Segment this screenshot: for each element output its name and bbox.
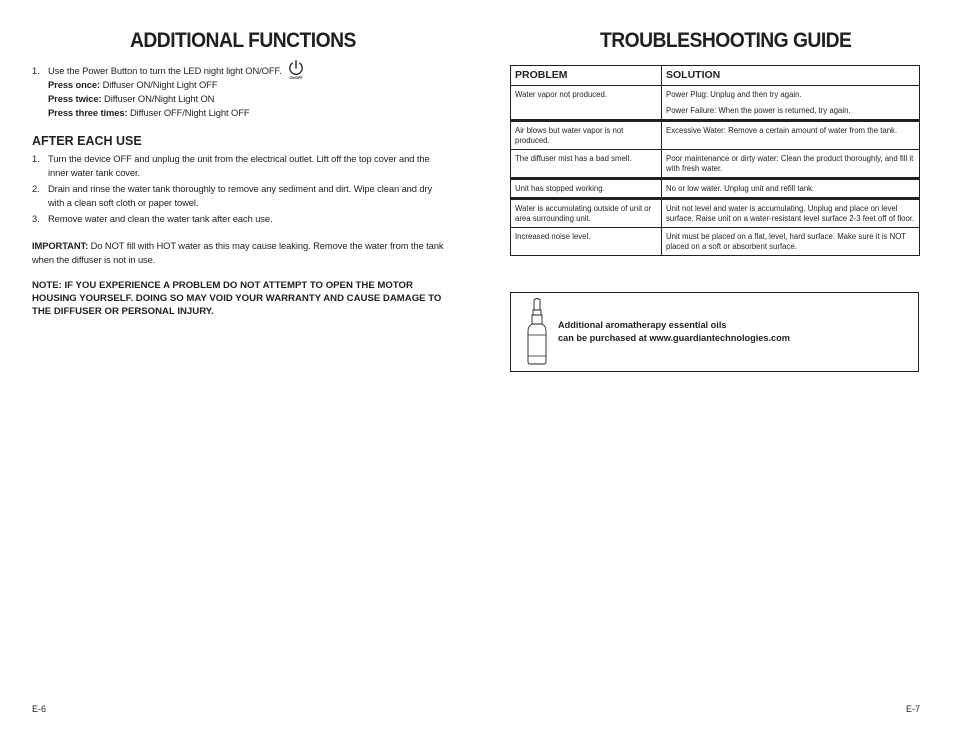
table-row (511, 150, 920, 179)
solution-text: Unit not level and water is accumulating. Unplug and place on level surface. Raise unit on a water-resistant level surface 2-3 feet off of floor. (666, 204, 915, 223)
problem-cell: Unit has stopped working. (511, 179, 662, 199)
solution-cell (662, 121, 920, 150)
power-icon (286, 59, 306, 81)
functions-section (32, 64, 332, 120)
dropper-bottle-icon (526, 298, 548, 371)
important-notice (32, 239, 444, 267)
solution-text: Power Failure: When the power is returned, try again. (666, 106, 851, 115)
solution-cell (662, 179, 920, 199)
press-text: Diffuser ON/Night Light ON (101, 93, 215, 104)
column-header-problem: PROBLEM (511, 66, 662, 86)
table-row (511, 86, 920, 121)
list-number: 1. (32, 65, 40, 76)
troubleshooting-table (510, 65, 920, 256)
important-label: IMPORTANT: (32, 240, 89, 251)
solution-cell (662, 228, 920, 256)
table-header-row (511, 66, 920, 86)
press-text: Diffuser ON/Night Light OFF (100, 79, 218, 90)
solution-text: Excessive Water: Remove a certain amount of water from the tank. (666, 126, 898, 135)
list-item (32, 152, 444, 180)
list-number: 1. (32, 153, 40, 164)
problem-cell: Water vapor not produced. (511, 86, 662, 121)
problem-cell: The diffuser mist has a bad smell. (511, 150, 662, 179)
list-item (32, 212, 444, 226)
after-each-use-steps (32, 152, 444, 228)
solution-text: Unit must be placed on a flat, level, hard surface. Make sure it is NOT placed on a soft or absorbent surface. (666, 232, 906, 251)
list-item (32, 182, 444, 210)
list-number: 3. (32, 213, 40, 224)
power-icon-caption: ON/OFF (289, 76, 303, 80)
press-label: Press twice: (48, 93, 102, 104)
step-text: Remove water and clean the water tank after each use. (48, 213, 273, 224)
page-number-left: E-6 (32, 704, 47, 714)
function-intro: Use the Power Button to turn the LED night light ON/OFF. (48, 65, 282, 76)
problem-cell: Increased noise level. (511, 228, 662, 256)
step-text: Turn the device OFF and unplug the unit from the electrical outlet. Lift off the top cover and the inner water tank cover. (48, 153, 430, 178)
press-label: Press three times: (48, 107, 128, 118)
solution-cell (662, 86, 920, 121)
table-row (511, 228, 920, 256)
press-three-times-line (32, 106, 332, 120)
oil-callout-line-2: can be purchased at www.guardiantechnologies.com (558, 332, 790, 343)
solution-cell (662, 199, 920, 228)
problem-cell: Water is accumulating outside of unit or area surrounding unit. (511, 199, 662, 228)
solution-cell (662, 150, 920, 179)
press-label: Press once: (48, 79, 101, 90)
solution-text: No or low water. Unplug unit and refill tank. (666, 184, 815, 193)
problem-cell: Air blows but water vapor is not produced. (511, 121, 662, 150)
press-twice-line (32, 92, 332, 106)
table-row (511, 179, 920, 199)
oil-callout-text (558, 319, 790, 344)
page-title-troubleshooting: TROUBLESHOOTING GUIDE (600, 29, 852, 52)
oil-callout-line-1: Additional aromatherapy essential oils (558, 320, 727, 330)
table-row (511, 121, 920, 150)
warranty-note: NOTE: IF YOU EXPERIENCE A PROBLEM DO NOT ATTEMPT TO OPEN THE MOTOR HOUSING YOURSELF. DOING SO MAY VOID YOUR WARRANTY AND CAUSE DAMAGE TO THE DIFFUSER OR PERSONAL INJURY. (32, 280, 442, 317)
table-row (511, 199, 920, 228)
solution-text: Poor maintenance or dirty water: Clean the product thoroughly, and fill it with fresh water. (666, 154, 914, 173)
page-title-additional-functions: ADDITIONAL FUNCTIONS (130, 29, 356, 52)
page-number-right: E-7 (906, 704, 921, 714)
solution-text: Power Plug: Unplug and then try again. (666, 90, 802, 99)
column-header-solution: SOLUTION (662, 66, 920, 86)
important-text: Do NOT fill with HOT water as this may cause leaking. Remove the water from the tank when the diffuser is not in use. (32, 240, 444, 265)
essential-oils-callout (510, 292, 919, 372)
after-each-use-heading: AFTER EACH USE (32, 134, 142, 148)
press-text: Diffuser OFF/Night Light OFF (127, 107, 250, 118)
list-number: 2. (32, 183, 40, 194)
step-text: Drain and rinse the water tank thoroughly to remove any sediment and dirt. Wipe clean and dry with a clean soft cloth or paper towel. (48, 183, 433, 208)
